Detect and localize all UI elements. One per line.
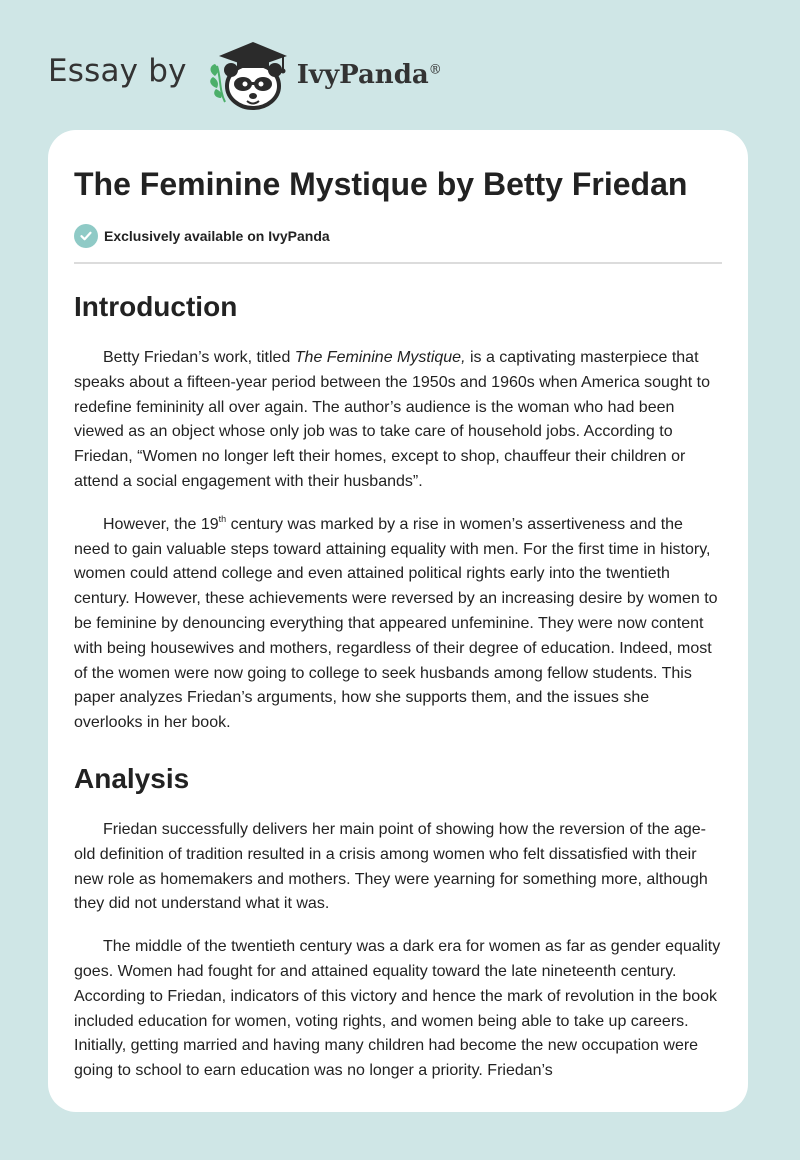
paragraph: The middle of the twentieth century was a dark era for women as far as gender equality goes. Women had fought for and attained equality toward the late nineteenth century. According to Friedan, indicators of this victory and hence the mark of revolution in the book included education for women, voting rights, and women being able to take up careers. Initially, getting married and having many children had become the new occupation were going to school to earn education was no longer a priority. Friedan’s — [74, 938, 721, 1080]
divider — [74, 262, 722, 264]
paragraph: Friedan successfully delivers her main point of showing how the reversion of the age-old definition of tradition resulted in a crisis among women who felt dissatisfied with their new role as homemakers and mothers. They were yearning for something more, although they did not understand what it was. — [74, 820, 708, 913]
section-analysis — [74, 762, 722, 1084]
panda-graduation-cap-icon — [203, 36, 293, 112]
section-introduction — [74, 290, 722, 736]
check-circle-icon — [74, 224, 98, 248]
brand-name: IvyPanda® — [296, 60, 442, 90]
brand-essay-by: Essay by — [48, 53, 187, 89]
site-logo[interactable] — [48, 36, 442, 112]
paragraph: Betty Friedan’s work, titled The Feminine Mystique, is a captivating masterpiece that speaks about a fifteen-year period between the 1950s and 1960s when America sought to redefine femininity all over again. The author’s audience is the woman who had been viewed as an object whose only job was to take care of household jobs. According to Friedan, “Women no longer left their homes, except to shop, chauffeur their children or attend a social engagement with their husbands”. — [74, 349, 710, 490]
section-heading: Analysis — [74, 762, 190, 794]
section-heading: Introduction — [74, 291, 238, 322]
paragraph: However, the 19th century was marked by a rise in women’s assertiveness and the need to gain valuable steps toward attaining equality with men. For the first time in history, women could attend college and even attained political rights early into the twentieth century. However, these achievements were reversed by an increasing desire by women to be feminine by denouncing everything that appeared unfeminine. They were now content with being housewives and mothers, regardless of their degree of education. Indeed, most of the women were now going to college to seek husbands among fellow students. This paper analyzes Friedan’s arguments, how she supports them, and the issues she overlooks in her book. — [74, 513, 718, 732]
badge-label: Exclusively available on IvyPanda — [104, 228, 330, 244]
page-title: The Feminine Mystique by Betty Friedan — [74, 166, 688, 202]
article-card — [48, 130, 748, 1112]
exclusive-badge — [74, 224, 722, 248]
